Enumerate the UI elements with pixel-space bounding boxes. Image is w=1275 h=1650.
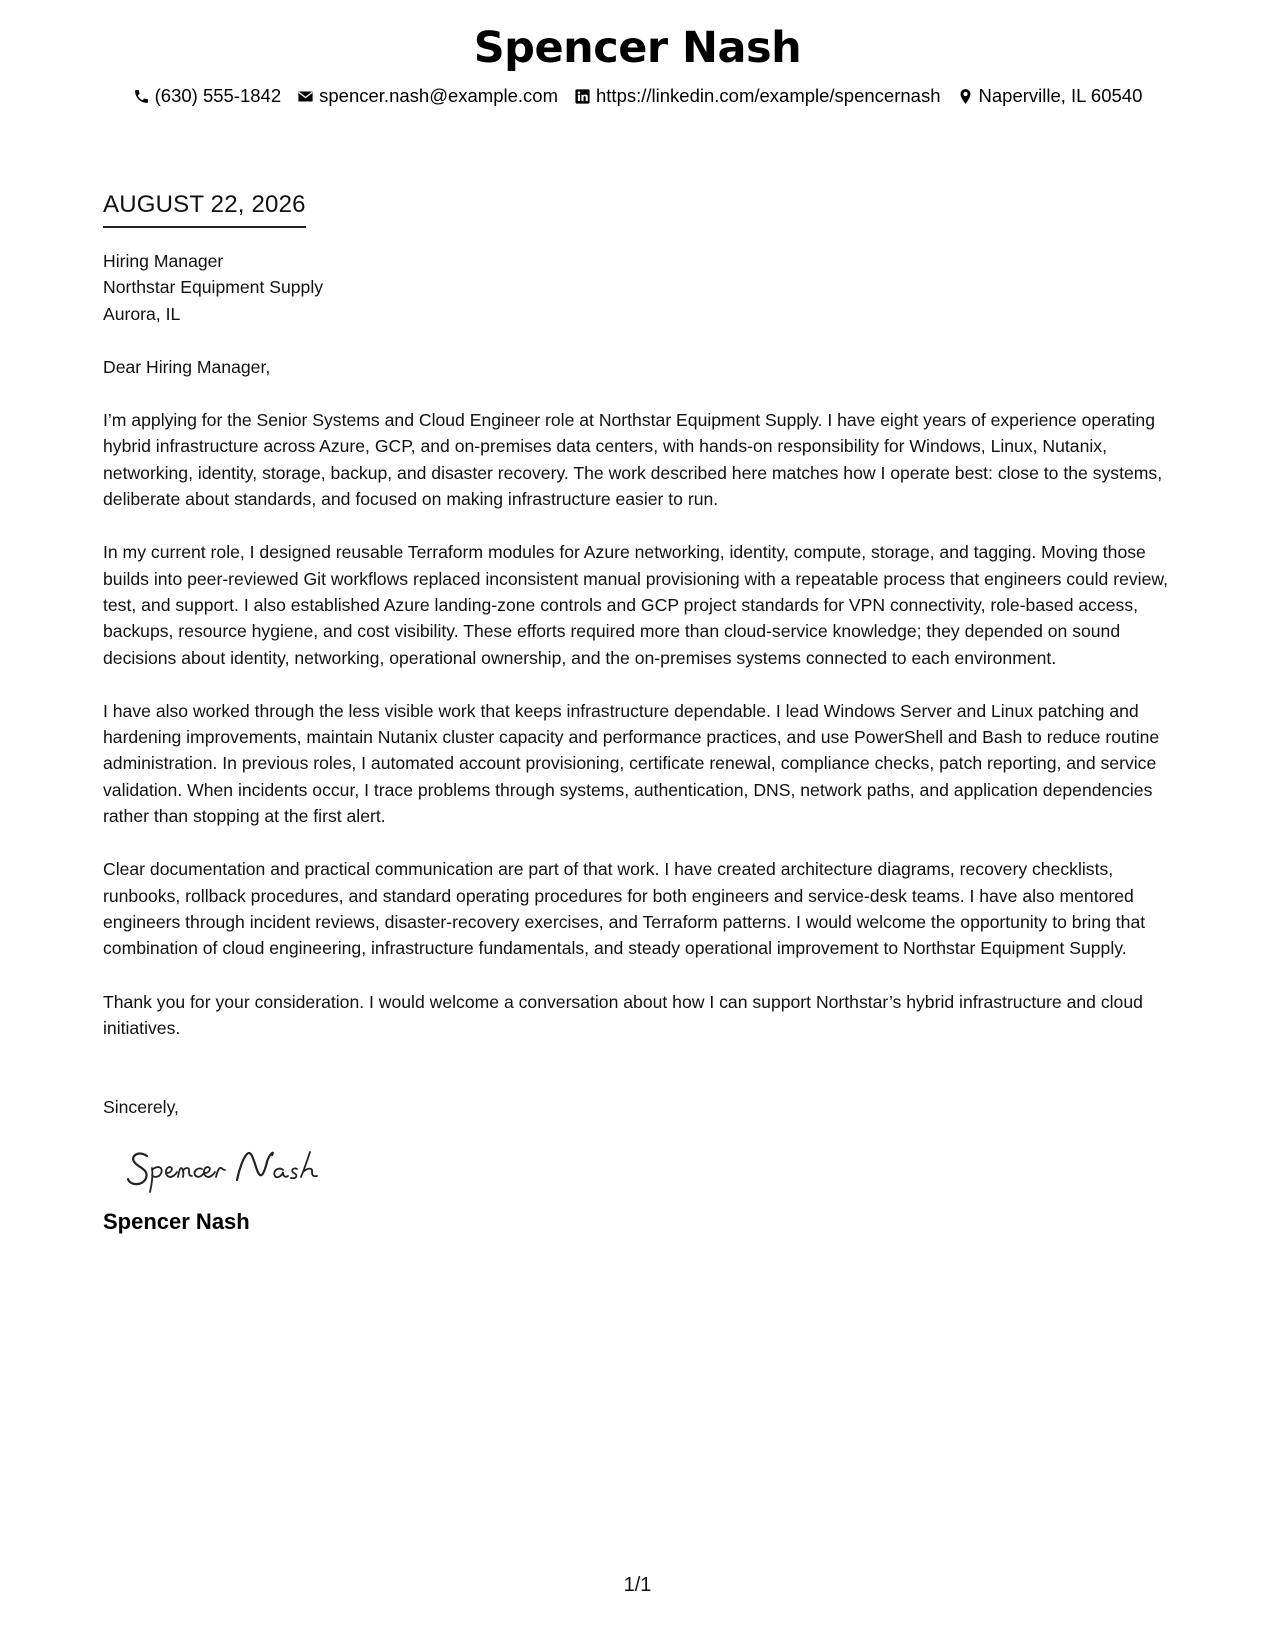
body-paragraph-4: Clear documentation and practical communication are part of that work. I have created architecture diagrams, recovery checklists, runbooks, rollback procedures, and standard operating procedures for both engineers and service-desk teams. I have also mentored engineers through incident reviews, disaster-recovery exercises, and Terraform patterns. I would welcome the opportunity to bring that combination of cloud engineering, infrastructure fundamentals, and steady operational improvement to Northstar Equipment Supply.	[103, 859, 1146, 959]
map-pin-icon	[957, 88, 974, 105]
recipient-title: Hiring Manager	[103, 251, 224, 271]
contact-location	[957, 84, 1143, 108]
contact-phone	[133, 84, 282, 108]
recipient-location: Aurora, IL	[103, 303, 181, 324]
phone-icon	[133, 88, 150, 105]
linkedin-icon	[574, 88, 591, 105]
contact-bar	[0, 84, 1275, 108]
signed-name: Spencer Nash	[103, 1209, 250, 1235]
letter-header	[0, 22, 1275, 108]
recipient-block	[103, 248, 1178, 327]
linkedin-url[interactable]: https://linkedin.com/example/spencernash	[596, 85, 941, 106]
letter-date: AUGUST 22, 2026	[103, 190, 306, 228]
envelope-icon	[297, 88, 314, 105]
recipient-company: Northstar Equipment Supply	[103, 277, 324, 298]
body-paragraph-1: I’m applying for the Senior Systems and Cloud Engineer role at Northstar Equipment Supply. I have eight years of experience operating hybrid infrastructure across Azure, GCP, and on-premises data centers, with hands-on responsibility for Windows, Linux, Nutanix, networking, identity, storage, backup, and disaster recovery. The work described here matches how I operate best: close to the systems, deliberate about standards, and focused on making infrastructure easier to run.	[103, 410, 1163, 510]
body-paragraph-5: Thank you for your consideration. I would welcome a conversation about how I can support Northstar’s hybrid infrastructure and cloud initiatives.	[103, 991, 1143, 1038]
page-number: 1/1	[623, 1574, 652, 1596]
contact-email[interactable]	[297, 84, 558, 108]
body-paragraph-3: I have also worked through the less visible work that keeps infrastructure dependable. I lead Windows Server and Linux patching and hardening improvements, maintain Nutanix cluster capacity and performance practices, and use PowerShell and Bash to reduce routine administration. In previous roles, I automated account provisioning, certificate renewal, compliance checks, patch reporting, and service validation. When incidents occur, I trace problems through systems, authentication, DNS, network paths, and application dependencies rather than stopping at the first alert.	[103, 700, 1160, 827]
closing: Sincerely,	[103, 1097, 179, 1118]
letter-body	[103, 248, 1178, 1236]
body-paragraph-2: In my current role, I designed reusable Terraform modules for Azure networking, identity, compute, storage, and tagging. Moving those builds into peer-reviewed Git workflows replaced inconsistent manual provisioning with a repeatable process that engineers could review, test, and support. I also established Azure landing-zone controls and GCP project standards for VPN connectivity, role-based access, backups, resource hygiene, and cost visibility. These efforts required more than cloud-service knowledge; they depended on sound decisions about identity, networking, operational ownership, and the on-premises systems connected to each environment.	[103, 542, 1168, 668]
handwritten-signature	[125, 1140, 1178, 1200]
location-text: Naperville, IL 60540	[978, 85, 1143, 106]
salutation: Dear Hiring Manager,	[103, 356, 271, 377]
contact-linkedin[interactable]	[574, 84, 941, 108]
date-block	[103, 190, 306, 228]
email-address[interactable]: spencer.nash@example.com	[319, 85, 558, 106]
applicant-name: Spencer Nash	[473, 23, 802, 73]
phone-number: (630) 555-1842	[154, 85, 282, 106]
